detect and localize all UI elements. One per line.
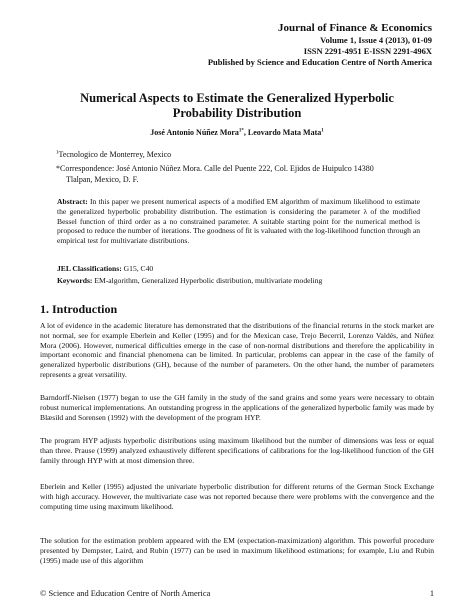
journal-volume: Volume 1, Issue 4 (2013), 01-09	[320, 35, 432, 45]
jel-label: JEL Classifications:	[57, 264, 122, 273]
paper-title	[40, 91, 434, 121]
journal-issn: ISSN 2291-4951 E-ISSN 2291-496X	[303, 46, 432, 56]
page-number: 1	[429, 589, 434, 598]
body-paragraph-4: Eberlein and Keller (1995) adjusted the univariate hyperbolic distribution for different returns of the German Stock Exchange with high accuracy. However, the multivariate case was not reported because there were problems with the convergence and the computing time using maximum likelihood.	[40, 482, 434, 511]
abstract-label: Abstract:	[57, 197, 88, 206]
author-2-affiliation-mark: 1	[321, 128, 324, 134]
keywords-text: EM-algorithm, Generalized Hyperbolic distribution, multivariate modeling	[92, 276, 323, 285]
affiliation	[56, 150, 436, 161]
journal-publisher: Published by Science and Education Centre of North America	[207, 57, 432, 67]
author-separator: ,	[243, 128, 248, 137]
jel-classifications	[57, 264, 420, 274]
author-2: Leovardo Mata Mata	[247, 128, 322, 137]
correspondence	[56, 164, 446, 185]
page-footer	[40, 589, 434, 599]
keywords-label: Keywords:	[57, 276, 93, 285]
affiliation-text: Tecnologico de Monterrey, Mexico	[58, 150, 172, 159]
keywords	[57, 276, 420, 286]
author-list	[40, 128, 434, 138]
correspondence-line-2: Tlalpan, Mexico, D. F.	[66, 174, 139, 184]
abstract	[57, 197, 420, 246]
jel-text: G15, C40	[121, 264, 154, 273]
paper-title-line-1: Numerical Aspects to Estimate the Generalized Hyperbolic	[80, 91, 394, 105]
paper-title-line-2: Probability Distribution	[172, 106, 302, 120]
body-paragraph-2: Barndorff-Nielsen (1977) began to use the GH family in the study of the sand grains and some years were necessary to obtain robust numerical implementations. An outstanding progress in the applications of the generalized hyperbolic family was made by Blæsild and Sorensen (1992) with the development of the program HYP.	[40, 393, 434, 422]
footer-copyright: © Science and Education Centre of North America	[40, 589, 211, 598]
body-paragraph-3: The program HYP adjusts hyperbolic distributions using maximum likelihood but the number of dimensions was less or equal than three. Prause (1999) analyzed exhaustively different specifications of calibrations for the log-likelihood function of the GH family through HYP with at most dimension three.	[40, 436, 434, 465]
journal-name: Journal of Finance & Economics	[278, 22, 432, 34]
author-1: José Antonio Núñez Mora	[150, 128, 239, 137]
abstract-text: In this paper we present numerical aspects of a modified EM algorithm of maximum likelihood to estimate the generalized hyperbolic probability distribution. The estimation is considering the parameter λ of the modified Bessel function of third order as a no constrained parameter. A suitable starting point for the numerical method is proposed to reduce the number of iterations. The goodness of fit is valuated with the log-likelihood function through an empirical test for multivariate distributions.	[57, 197, 420, 246]
body-paragraph-1: A lot of evidence in the academic literature has demonstrated that the distributions of the financial returns in the stock market are not normal, see for example Eberlein and Keller (1995) and for the Mexican case, Trejo Becerril, Lorenzo Valdés, and Núñez Mora (2006). However, numerical difficulties emerge in the case of non-normal distributions and therefore the applicability in important economic and financial phenomena can be limited. In particular, problems can appear in the case of the family of generalized hyperbolic distributions (GH), because of the number of parameters. On the other hand, the number of parameters represents a great versatility.	[40, 321, 434, 379]
body-paragraph-5: The solution for the estimation problem appeared with the EM (expectation-maximization) algorithm. This powerful procedure presented by Dempster, Laird, and Rubin (1977) can be used in maximum likelihood estimations; for example, Liu and Rubin (1995) made use of this algorithm	[40, 536, 434, 565]
correspondence-line-1: *Correspondence: José Antonio Núñez Mora. Calle del Puente 222, Col. Ejidos de Huipulco 14380	[56, 164, 374, 173]
affiliation-mark: 1	[56, 150, 59, 156]
section-heading-introduction: 1. Introduction	[40, 302, 118, 316]
author-1-affiliation-mark: 1*	[238, 128, 244, 134]
journal-header	[208, 22, 432, 68]
